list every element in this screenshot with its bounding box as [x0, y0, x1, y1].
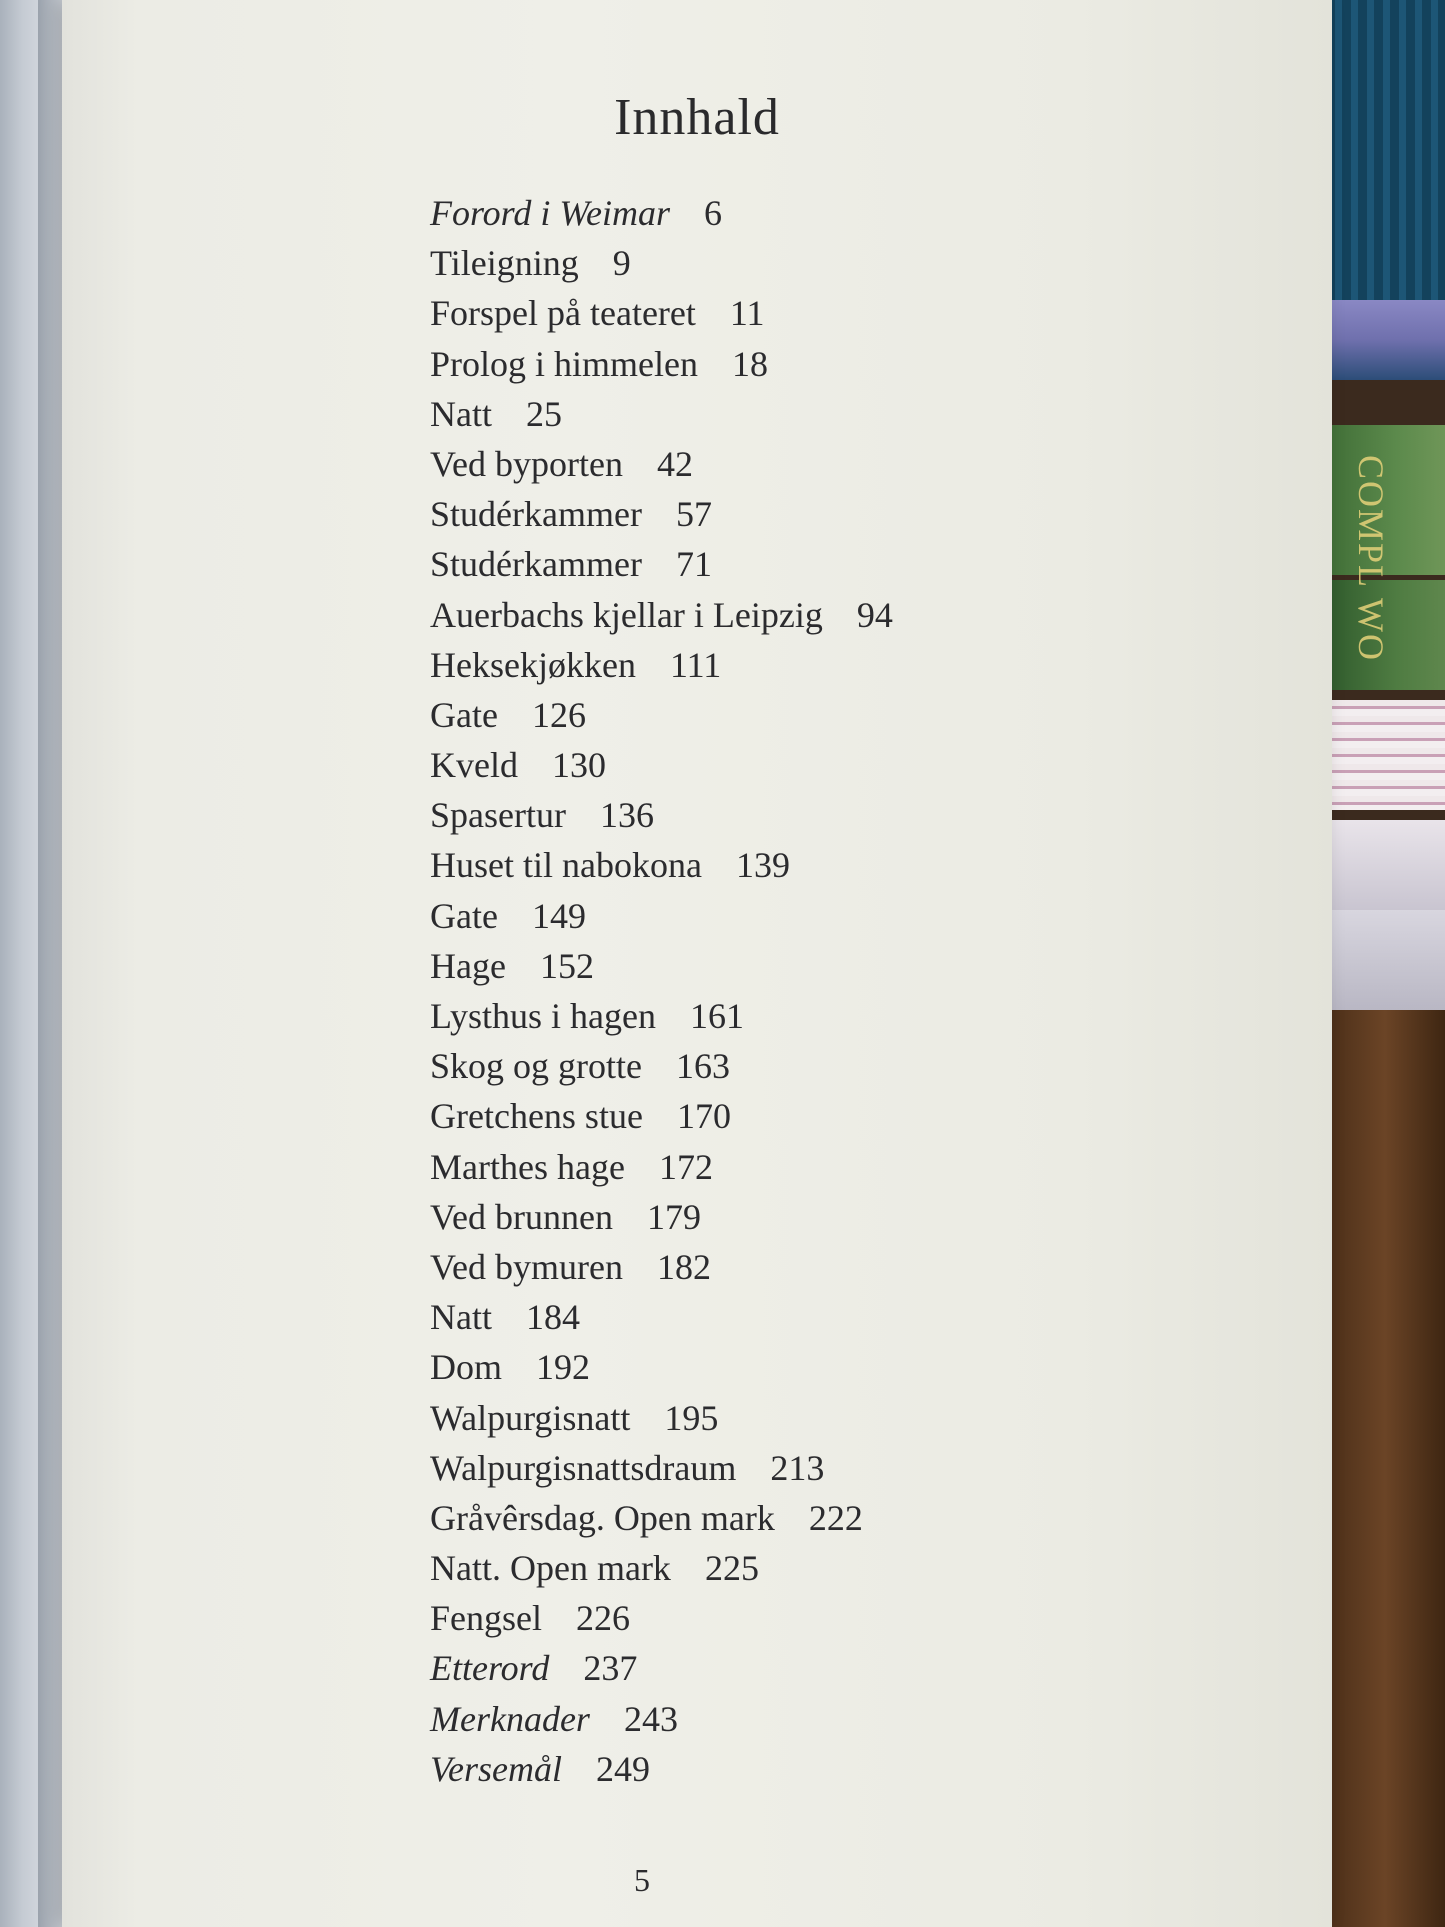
toc-entry-title: Gate: [430, 895, 498, 936]
toc-entry-title: Gråvêrsdag. Open mark: [430, 1497, 775, 1538]
toc-entry-title: Etterord: [430, 1648, 550, 1689]
toc-entry: [430, 288, 893, 338]
toc-entry-page: 172: [658, 1146, 713, 1187]
toc-entry: [430, 991, 893, 1041]
toc-entry: [430, 941, 893, 991]
toc-entry-title: Auerbachs kjellar i Leipzig: [430, 594, 823, 635]
toc-entry: [430, 740, 893, 790]
toc-entry: [430, 389, 893, 439]
lilac-book: [1318, 300, 1445, 380]
toc-entry-title: Spasertur: [430, 795, 566, 836]
wooden-shelf: [1325, 1010, 1445, 1927]
toc-entry-page: 9: [612, 243, 631, 284]
toc-entry-page: 179: [646, 1196, 701, 1237]
toc-entry-title: Dom: [430, 1347, 502, 1388]
toc-entry: [430, 188, 893, 238]
toc-entry: [430, 1142, 893, 1192]
toc-entry-page: 170: [676, 1096, 731, 1137]
toc-entry: [430, 1192, 893, 1242]
toc-entry-page: 195: [664, 1397, 719, 1438]
toc-entry: [430, 1643, 893, 1693]
toc-entry-page: 249: [595, 1748, 650, 1789]
toc-entry-page: 6: [704, 193, 723, 233]
toc-entry: [430, 1543, 893, 1593]
toc-entry-title: Skog og grotte: [430, 1046, 642, 1087]
toc-entry: [430, 1694, 893, 1744]
page-number: 5: [634, 1862, 650, 1898]
toc-entry: [430, 1091, 893, 1141]
toc-entry-title: Lysthus i hagen: [430, 996, 656, 1036]
toc-entry-title: Forspel på teateret: [430, 293, 696, 334]
toc-entry-page: 71: [675, 544, 712, 585]
table-of-contents: [430, 188, 893, 1794]
toc-entry-title: Studérkammer: [430, 494, 642, 535]
toc-entry-title: Forord i Weimar: [430, 193, 671, 233]
toc-entry-title: Natt: [430, 393, 492, 434]
page-title: Innhald: [614, 89, 780, 146]
toc-entry-title: Gretchens stue: [430, 1096, 643, 1137]
toc-entry: [430, 1443, 893, 1493]
toc-entry-title: Walpurgisnatt: [430, 1397, 631, 1438]
toc-entry: [430, 238, 893, 288]
toc-entry-title: Huset til nabokona: [430, 845, 702, 886]
toc-entry-page: 243: [623, 1698, 678, 1739]
toc-entry-title: Ved bymuren: [430, 1246, 623, 1287]
toc-entry-page: 152: [539, 945, 594, 986]
toc-entry: [430, 840, 893, 890]
toc-entry-title: Gate: [430, 694, 498, 735]
toc-entry-page: 25: [525, 393, 562, 434]
toc-entry-page: 163: [676, 1046, 730, 1087]
toc-entry: [430, 1744, 893, 1794]
toc-entry-title: Prolog i himmelen: [430, 343, 698, 384]
toc-entry: [430, 640, 893, 690]
toc-entry-page: 225: [704, 1548, 759, 1589]
toc-entry: [430, 590, 893, 640]
toc-entry-title: Kveld: [430, 745, 518, 786]
toc-entry-page: 94: [856, 594, 893, 635]
toc-entry-title: Natt. Open mark: [430, 1548, 671, 1589]
toc-entry-page: 111: [669, 644, 722, 685]
toc-entry-title: Versemål: [430, 1748, 562, 1789]
toc-entry-title: Hage: [430, 945, 506, 986]
toc-entry: [430, 1342, 893, 1392]
toc-entry-page: 139: [735, 845, 790, 886]
toc-entry-page: 226: [576, 1598, 630, 1639]
toc-entry: [430, 790, 893, 840]
paper-stack-lower: [1328, 820, 1445, 915]
toc-entry-title: Heksekjøkken: [430, 644, 636, 685]
toc-entry-page: 222: [808, 1497, 863, 1538]
toc-entry: [430, 690, 893, 740]
heading-container: [482, 88, 912, 147]
toc-entry: [430, 1041, 893, 1091]
toc-entry-title: Studérkammer: [430, 544, 642, 585]
toc-entry-title: Marthes hage: [430, 1146, 625, 1187]
toc-entry-title: Fengsel: [430, 1598, 542, 1639]
toc-entry: [430, 539, 893, 589]
spine-lettering: COMPL WO: [1351, 455, 1391, 663]
toc-entry: [430, 439, 893, 489]
toc-entry-page: 182: [656, 1246, 711, 1287]
book-page: [62, 0, 1332, 1927]
toc-entry-page: 184: [525, 1297, 580, 1338]
toc-entry-page: 237: [583, 1648, 638, 1689]
toc-entry-title: Ved byporten: [430, 443, 623, 484]
toc-entry-title: Tileigning: [430, 243, 579, 284]
white-book: [1328, 910, 1445, 1010]
paper-stack: [1328, 700, 1445, 810]
toc-entry-title: Walpurgisnattsdraum: [430, 1447, 737, 1488]
toc-entry-page: 192: [536, 1347, 590, 1388]
toc-entry-page: 57: [675, 494, 712, 535]
toc-entry: [430, 339, 893, 389]
toc-entry-title: Merknader: [430, 1698, 590, 1739]
toc-entry: [430, 1593, 893, 1643]
toc-entry: [430, 1242, 893, 1292]
toc-entry-page: 126: [531, 694, 586, 735]
toc-entry-page: 136: [599, 795, 654, 836]
toc-entry-page: 149: [531, 895, 586, 936]
toc-entry-page: 130: [551, 745, 606, 786]
toc-entry-page: 213: [770, 1447, 825, 1488]
toc-entry-title: Natt: [430, 1297, 492, 1338]
toc-entry: [430, 891, 893, 941]
toc-entry: [430, 1393, 893, 1443]
toc-entry: [430, 1292, 893, 1342]
toc-entry: [430, 1493, 893, 1543]
toc-entry-page: 161: [689, 996, 744, 1036]
toc-entry-page: 42: [656, 443, 693, 484]
toc-entry-page: 11: [729, 293, 765, 334]
toc-entry-page: 18: [731, 343, 768, 384]
toc-entry: [430, 489, 893, 539]
toc-entry-title: Ved brunnen: [430, 1196, 613, 1237]
